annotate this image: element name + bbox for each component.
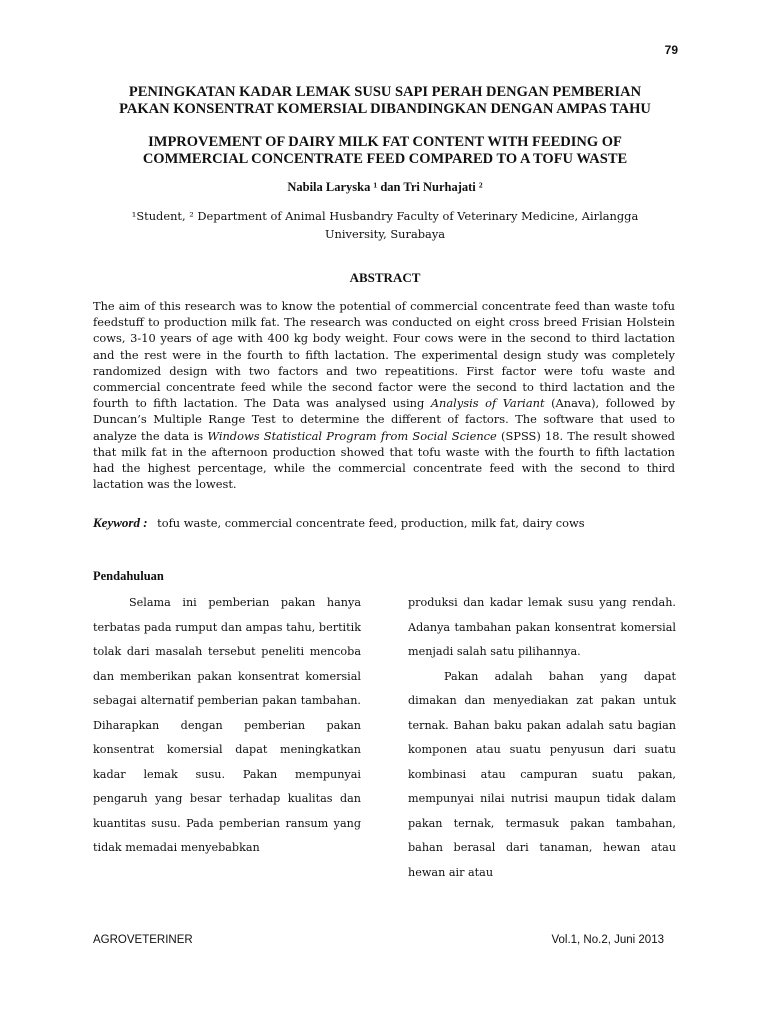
abstract-italic-term: Windows Statistical Program from Social Science — [207, 428, 497, 443]
authors: Nabila Laryska ¹ dan Tri Nurhajati ² — [287, 180, 483, 194]
abstract-heading: ABSTRACT — [349, 270, 421, 285]
title-line: PENINGKATAN KADAR LEMAK SUSU SAPI PERAH DENGAN PEMBERIAN — [128, 84, 642, 100]
page-number: 79 — [664, 43, 678, 57]
section-heading: Pendahuluan — [93, 569, 164, 583]
paper-title — [80, 84, 690, 168]
affiliation-line: ¹Student, ² Department of Animal Husbandry Faculty of Veterinary Medicine, Airlangga — [131, 209, 639, 223]
abstract-text: (SPSS) 18. The result showed that milk fat in the afternoon production showed that tofu waste with the fourth to fifth lactation had the highest percentage, while the commercial concentrate feed with the second to third lactation was the lowest. — [93, 428, 675, 492]
abstract-body — [93, 298, 675, 492]
affiliation-line: University, Surabaya — [324, 227, 446, 241]
abstract-text: The aim of this research was to know the potential of commercial concentrate feed than waste tofu feedstuff to production milk fat. The research was conducted on eight cross breed Frisian Holstein cows, 3-10 years of age with 400 kg body weight. Four cows were in the second to third lactation and the rest were in the fourth to fifth lactation. The experimental design study was completely randomized design with two factors and two repeatitions. First factor were tofu waste and commercial concentrate feed while the second factor were the second to third lactation and the fourth to fifth lactation. The Data was analysed using — [93, 299, 675, 411]
paragraph: Pakan adalah bahan yang dapat dimakan dan menyediakan zat pakan untuk ternak. Bahan baku pakan adalah satu bagian komponen atau suatu penyusun dari suatu kombinasi atau campuran suatu pakan, mempunyai nilai nutrisi maupun tidak dalam pakan ternak, termasuk pakan tambahan, bahan berasal dari tanaman, hewan atau hewan air atau — [408, 669, 676, 879]
title-english — [80, 134, 690, 168]
keywords — [93, 515, 693, 531]
abstract-italic-term: Analysis of Variant — [430, 396, 545, 411]
title-line: PAKAN KONSENTRAT KOMERSIAL DIBANDINGKAN DENGAN AMPAS TAHU — [119, 101, 651, 117]
left-column — [93, 591, 361, 861]
right-column — [408, 591, 676, 885]
title-indonesian — [80, 84, 690, 118]
affiliation — [95, 207, 675, 243]
keyword-label: Keyword : — [93, 515, 148, 530]
paragraph: Selama ini pemberian pakan hanya terbatas pada rumput dan ampas tahu, bertitik tolak dari masalah tersebut peneliti mencoba dan memberikan pakan konsentrat komersial sebagai alternatif pemberian pakan tambahan. Diharapkan dengan pemberian pakan konsentrat komersial dapat meningkatkan kadar lemak susu. Pakan mempunyai pengaruh yang besar terhadap kualitas dan kuantitas susu. Pada pemberian ransum yang tidak memadai menyebabkan — [93, 596, 361, 854]
abstract-text: (Anava), followed by Duncan’s Multiple Range Test to determine the different of factors. The software that used to analyze the data is — [93, 396, 676, 443]
keyword-text: tofu waste, commercial concentrate feed, production, milk fat, dairy cows — [157, 516, 585, 530]
title-line: IMPROVEMENT OF DAIRY MILK FAT CONTENT WITH FEEDING OF — [148, 134, 622, 150]
footer-volume: Vol.1, No.2, Juni 2013 — [551, 934, 664, 946]
footer-journal: AGROVETERINER — [93, 934, 193, 946]
title-line: COMMERCIAL CONCENTRATE FEED COMPARED TO A TOFU WASTE — [142, 151, 628, 167]
paragraph: produksi dan kadar lemak susu yang rendah. Adanya tambahan pakan konsentrat komersial menjadi salah satu pilihannya. — [408, 596, 676, 658]
abstract-paragraph — [93, 298, 675, 492]
